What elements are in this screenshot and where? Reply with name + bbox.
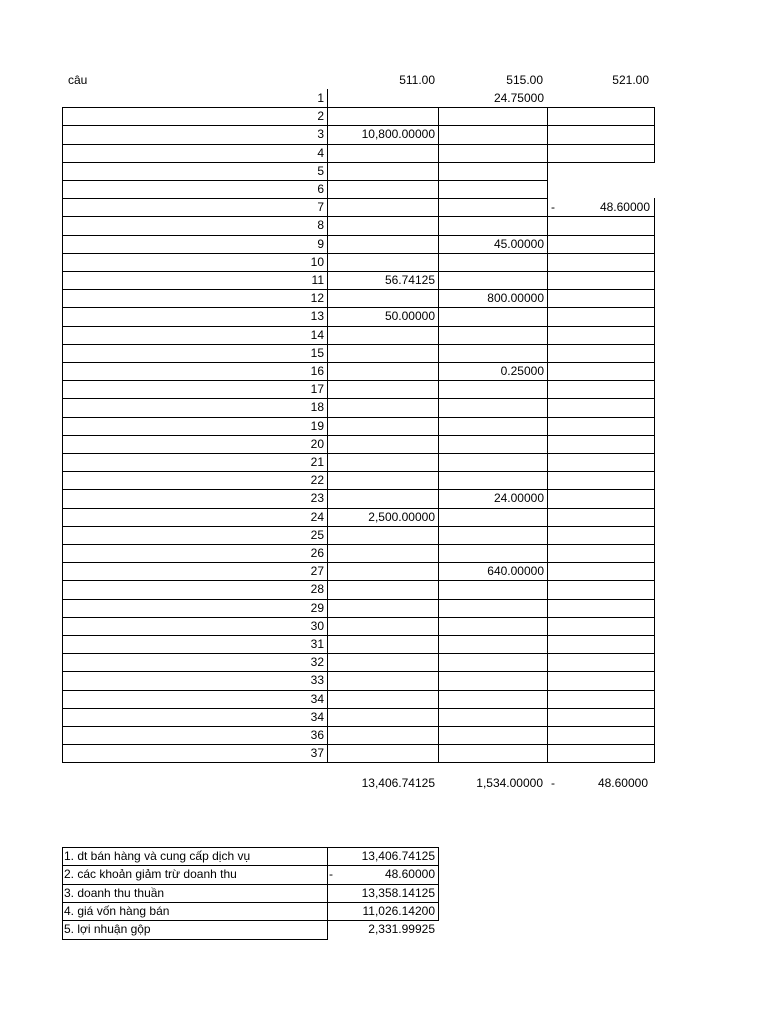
summary-row xyxy=(62,865,438,883)
grid-line xyxy=(62,417,655,418)
grid-line xyxy=(62,865,327,866)
cell-515 xyxy=(438,344,544,362)
summary-value: 11,026.14200 xyxy=(362,903,435,918)
grid-line xyxy=(62,398,655,399)
cell-511 xyxy=(327,180,435,198)
cell-511 xyxy=(327,453,435,471)
header-col-521: 521.00 xyxy=(612,73,649,87)
cell-515: 0.25000 xyxy=(500,364,544,378)
row-number: 15 xyxy=(310,345,324,360)
grid-line xyxy=(62,362,655,363)
grid-line xyxy=(62,162,655,163)
table-row xyxy=(0,307,768,325)
table-row xyxy=(0,253,768,271)
row-number: 37 xyxy=(310,746,324,761)
grid-line xyxy=(62,562,655,563)
cell-515 xyxy=(438,726,544,744)
grid-line xyxy=(62,920,327,921)
row-number: 18 xyxy=(310,400,324,415)
total-515: 1,534.00000 xyxy=(476,776,543,790)
grid-line xyxy=(547,107,548,763)
summary-label: 4. giá vốn hàng bán xyxy=(64,903,170,918)
cell-521 xyxy=(547,89,650,107)
row-number: 3 xyxy=(317,127,324,142)
cell-511 xyxy=(327,526,435,544)
table-row xyxy=(0,453,768,471)
cell-511 xyxy=(327,89,435,107)
row-number: 14 xyxy=(310,327,324,342)
total-521: 48.60000 xyxy=(597,776,648,790)
table-row xyxy=(0,544,768,562)
grid-line xyxy=(62,671,655,672)
row-number: 16 xyxy=(310,364,324,378)
grid-line xyxy=(62,744,655,745)
grid-line xyxy=(62,235,655,236)
grid-line xyxy=(62,544,655,545)
cell-515 xyxy=(438,180,544,198)
row-number: 5 xyxy=(317,163,324,178)
row-number: 2 xyxy=(317,109,324,124)
cell-511 xyxy=(327,326,435,344)
header-col-511: 511.00 xyxy=(399,73,435,87)
cell-515 xyxy=(438,435,544,453)
cell-511 xyxy=(327,253,435,271)
table-row xyxy=(0,326,768,344)
grid-line xyxy=(62,526,655,527)
grid-line xyxy=(62,107,63,763)
cell-521 xyxy=(547,690,650,708)
cell-521 xyxy=(547,671,650,689)
cell-511 xyxy=(327,216,435,234)
cell-511 xyxy=(327,107,435,125)
grid-line xyxy=(62,453,655,454)
cell-515 xyxy=(438,198,544,216)
cell-521 xyxy=(547,653,650,671)
grid-line xyxy=(62,471,655,472)
cell-511 xyxy=(327,653,435,671)
row-number: 28 xyxy=(310,582,324,597)
cell-521 xyxy=(547,526,650,544)
cell-511 xyxy=(327,362,435,380)
grid-line xyxy=(62,708,655,709)
cell-515 xyxy=(438,326,544,344)
row-number: 20 xyxy=(310,436,324,451)
cell-511 xyxy=(327,690,435,708)
summary-value: 48.60000 xyxy=(384,867,435,882)
table-row xyxy=(0,726,768,744)
row-number: 21 xyxy=(310,455,324,469)
cell-521 xyxy=(547,544,650,562)
summary-row xyxy=(62,847,438,865)
table-row xyxy=(0,562,768,580)
cell-511 xyxy=(327,380,435,398)
cell-521 xyxy=(547,253,650,271)
cell-515 xyxy=(438,417,544,435)
table-row xyxy=(0,617,768,635)
grid-line xyxy=(62,902,327,903)
table-row xyxy=(0,344,768,362)
cell-511: 56.74125 xyxy=(384,273,435,287)
cell-521 xyxy=(547,180,650,198)
row-number: 1 xyxy=(317,91,324,105)
table-row xyxy=(0,580,768,598)
table-row xyxy=(0,690,768,708)
cell-511: 10,800.00000 xyxy=(361,127,435,142)
table-row xyxy=(0,671,768,689)
grid-line xyxy=(438,107,439,763)
cell-515 xyxy=(438,526,544,544)
table-row xyxy=(0,635,768,653)
cell-511 xyxy=(327,471,435,489)
table-row xyxy=(0,526,768,544)
cell-511 xyxy=(327,235,435,253)
summary-dash: - xyxy=(329,867,333,882)
cell-515 xyxy=(438,708,544,726)
table-row xyxy=(0,180,768,198)
cell-521 xyxy=(547,471,650,489)
cell-521 xyxy=(547,362,650,380)
cell-511 xyxy=(327,562,435,580)
row-number: 34 xyxy=(310,691,324,706)
cell-511 xyxy=(327,671,435,689)
table-row xyxy=(0,235,768,253)
table-row xyxy=(0,198,768,216)
grid-line xyxy=(62,125,655,126)
cell-521 xyxy=(547,380,650,398)
cell-511 xyxy=(327,198,435,216)
cell-521 xyxy=(547,144,650,162)
row-number: 11 xyxy=(311,273,324,287)
cell-521 xyxy=(547,580,650,598)
summary-row xyxy=(62,884,438,902)
row-number: 22 xyxy=(310,473,324,488)
row-number: 12 xyxy=(310,291,324,306)
cell-515: 640.00000 xyxy=(487,564,544,579)
grid-line xyxy=(438,847,439,921)
table-row xyxy=(0,162,768,180)
grid-line xyxy=(62,216,655,217)
table-row xyxy=(0,216,768,234)
grid-line xyxy=(62,489,655,490)
cell-511 xyxy=(327,580,435,598)
row-number: 8 xyxy=(317,218,324,233)
cell-521 xyxy=(547,216,650,234)
table-row xyxy=(0,362,768,380)
cell-521: 48.60000 xyxy=(599,200,650,215)
grid-line xyxy=(62,726,655,727)
grid-line xyxy=(654,198,655,763)
grid-line xyxy=(62,435,655,436)
table-row xyxy=(0,744,768,762)
row-number: 13 xyxy=(310,309,324,324)
cell-515 xyxy=(438,544,544,562)
cell-511: 2,500.00000 xyxy=(368,509,435,524)
row-number: 32 xyxy=(310,655,324,670)
table-row xyxy=(0,417,768,435)
total-521-dash: - xyxy=(551,776,555,790)
table-row xyxy=(0,653,768,671)
cell-511 xyxy=(327,635,435,653)
cell-521 xyxy=(547,489,650,507)
cell-515: 45.00000 xyxy=(493,236,544,251)
cell-521 xyxy=(547,107,650,125)
table-row xyxy=(0,508,768,526)
table-row xyxy=(0,435,768,453)
row-number: 25 xyxy=(310,527,324,542)
grid-line xyxy=(62,344,655,345)
cell-515 xyxy=(438,617,544,635)
grid-line xyxy=(327,920,439,921)
cell-515 xyxy=(438,671,544,689)
total-511: 13,406.74125 xyxy=(361,776,435,790)
grid-line xyxy=(62,690,655,691)
cell-515 xyxy=(438,653,544,671)
cell-521 xyxy=(547,708,650,726)
cell-521 xyxy=(547,307,650,325)
grid-line xyxy=(62,635,655,636)
cell-521 xyxy=(547,435,650,453)
table-row xyxy=(0,489,768,507)
cell-521 xyxy=(547,125,650,143)
grid-line xyxy=(62,198,548,199)
cell-511 xyxy=(327,162,435,180)
cell-511 xyxy=(327,417,435,435)
cell-511 xyxy=(327,599,435,617)
cell-521 xyxy=(547,726,650,744)
row-number: 23 xyxy=(310,491,324,506)
cell-521 xyxy=(547,235,650,253)
cell-521 xyxy=(547,744,650,762)
cell-521 xyxy=(547,326,650,344)
table-row xyxy=(0,380,768,398)
cell-515 xyxy=(438,253,544,271)
grid-line xyxy=(62,180,548,181)
cell-515 xyxy=(438,635,544,653)
table-row xyxy=(0,471,768,489)
grid-line xyxy=(62,847,63,940)
grid-line xyxy=(62,884,327,885)
grid-line xyxy=(62,253,655,254)
cell-515 xyxy=(438,144,544,162)
summary-value: 13,406.74125 xyxy=(361,849,435,863)
grid-line xyxy=(62,107,655,108)
cell-515 xyxy=(438,380,544,398)
grid-line xyxy=(327,865,439,866)
table-row xyxy=(0,144,768,162)
row-number: 10 xyxy=(310,254,324,269)
cell-515 xyxy=(438,162,544,180)
cell-515 xyxy=(438,453,544,471)
summary-label: 5. lợi nhuận gộp xyxy=(64,922,151,937)
cell-511 xyxy=(327,726,435,744)
cell-511 xyxy=(327,289,435,307)
table-row xyxy=(0,708,768,726)
cell-511 xyxy=(327,144,435,162)
cell-521 xyxy=(547,635,650,653)
table-row xyxy=(0,398,768,416)
grid-line xyxy=(62,847,327,848)
table-row xyxy=(0,599,768,617)
table-row xyxy=(0,271,768,289)
cell-515 xyxy=(438,125,544,143)
row-number: 24 xyxy=(310,509,324,524)
grid-line xyxy=(327,847,328,940)
summary-value: 2,331.99925 xyxy=(368,922,435,937)
grid-line xyxy=(62,653,655,654)
row-number: 6 xyxy=(317,182,324,196)
grid-line xyxy=(62,271,655,272)
cell-511: 50.00000 xyxy=(384,309,435,324)
cell-521 xyxy=(547,453,650,471)
cell-511 xyxy=(327,489,435,507)
grid-line xyxy=(62,508,655,509)
header-col-515: 515.00 xyxy=(506,73,543,87)
cell-515 xyxy=(438,580,544,598)
cell-521 xyxy=(547,617,650,635)
cell-511 xyxy=(327,708,435,726)
cell-521 xyxy=(547,344,650,362)
cell-521-dash: - xyxy=(551,200,555,215)
cell-521 xyxy=(547,562,650,580)
grid-line xyxy=(327,884,439,885)
grid-line xyxy=(62,307,655,308)
row-number: 36 xyxy=(310,728,324,742)
summary-value: 13,358.14125 xyxy=(361,885,435,900)
cell-515 xyxy=(438,307,544,325)
row-number: 19 xyxy=(310,418,324,433)
cell-515 xyxy=(438,216,544,234)
summary-row xyxy=(62,902,438,920)
cell-515 xyxy=(438,690,544,708)
cell-515 xyxy=(438,744,544,762)
cell-511 xyxy=(327,435,435,453)
cell-521 xyxy=(547,508,650,526)
cell-515: 24.75000 xyxy=(493,91,544,105)
grid-line xyxy=(62,380,655,381)
grid-line xyxy=(62,289,655,290)
summary-label: 3. doanh thu thuần xyxy=(64,885,165,900)
cell-521 xyxy=(547,162,650,180)
row-number: 26 xyxy=(310,546,324,560)
summary-label: 2. các khoản giảm trừ doanh thu xyxy=(64,867,237,882)
cell-515 xyxy=(438,508,544,526)
grid-line xyxy=(62,617,655,618)
grid-line xyxy=(62,599,655,600)
cell-521 xyxy=(547,417,650,435)
grid-line xyxy=(327,902,439,903)
cell-511 xyxy=(327,344,435,362)
cell-511 xyxy=(327,617,435,635)
cell-515 xyxy=(438,271,544,289)
cell-521 xyxy=(547,289,650,307)
row-number: 4 xyxy=(317,145,324,160)
grid-line xyxy=(327,89,328,763)
cell-515 xyxy=(438,599,544,617)
grid-line xyxy=(62,762,655,763)
cell-515 xyxy=(438,471,544,489)
grid-line xyxy=(327,847,439,848)
cell-511 xyxy=(327,398,435,416)
table-row xyxy=(0,125,768,143)
cell-515: 800.00000 xyxy=(487,291,544,306)
grid-line xyxy=(62,580,655,581)
cell-511 xyxy=(327,744,435,762)
grid-line xyxy=(62,939,327,940)
grid-line xyxy=(62,326,655,327)
cell-515: 24.00000 xyxy=(493,491,544,506)
table-row xyxy=(0,289,768,307)
summary-row xyxy=(62,920,438,938)
row-number: 7 xyxy=(317,200,324,215)
row-number: 30 xyxy=(310,618,324,633)
row-number: 33 xyxy=(310,673,324,688)
row-number: 17 xyxy=(310,382,324,397)
header-label: câu xyxy=(68,73,88,87)
cell-521 xyxy=(547,271,650,289)
cell-521 xyxy=(547,599,650,617)
cell-511 xyxy=(327,544,435,562)
row-number: 9 xyxy=(317,236,324,251)
table-row xyxy=(0,107,768,125)
summary-label: 1. dt bán hàng và cung cấp dịch vụ xyxy=(64,849,251,863)
row-number: 29 xyxy=(310,600,324,615)
cell-521 xyxy=(547,398,650,416)
row-number: 27 xyxy=(310,564,324,579)
row-number: 31 xyxy=(310,637,324,651)
row-number: 34 xyxy=(310,709,324,724)
grid-line xyxy=(62,144,655,145)
cell-515 xyxy=(438,107,544,125)
table-row xyxy=(0,89,768,107)
grid-line xyxy=(654,107,655,163)
cell-515 xyxy=(438,398,544,416)
